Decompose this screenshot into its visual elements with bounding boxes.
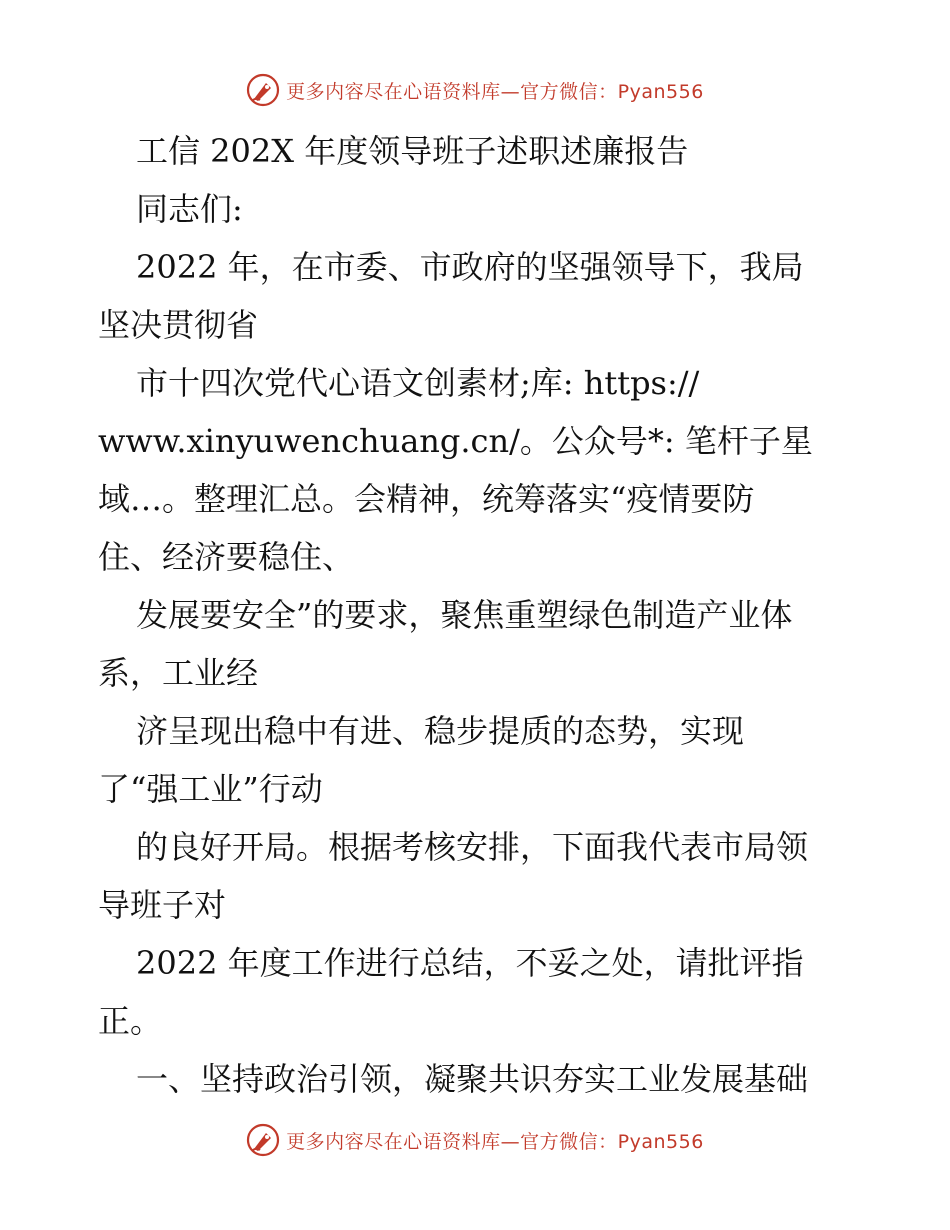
document-title: 工信 202X 年度领导班子述职述廉报告 [136, 132, 689, 170]
paragraph-line: 坚决贯彻省 [98, 306, 259, 344]
paragraph-line: www.xinyuwenchuang.cn/。公众号*: 笔杆子星 [98, 422, 813, 460]
document-body [98, 122, 858, 1108]
paragraph-line: 系，工业经 [98, 654, 259, 692]
paragraph-line: 的良好开局。根据考核安排，下面我代表市局领 [136, 828, 809, 866]
paragraph-line: 2022 年，在市委、市政府的坚强领导下，我局 [136, 248, 804, 286]
watermark-text: 更多内容尽在心语资料库—官方微信：Pyan556 [286, 80, 704, 103]
pen-nib-seal-icon [246, 73, 280, 107]
pen-nib-seal-icon [246, 1123, 280, 1157]
section-heading: 一、坚持政治引领，凝聚共识夯实工业发展基础 [136, 1060, 809, 1098]
paragraph-line: 住、经济要稳住、 [98, 538, 355, 576]
watermark-text: 更多内容尽在心语资料库—官方微信：Pyan556 [286, 1130, 704, 1153]
paragraph-line: 域…。整理汇总。会精神，统筹落实“疫情要防 [98, 480, 755, 518]
paragraph-line: 发展要安全”的要求，聚焦重塑绿色制造产业体 [136, 596, 793, 634]
salutation: 同志们: [136, 190, 243, 228]
paragraph-line: 了“强工业”行动 [98, 770, 323, 808]
paragraph-line: 导班子对 [98, 886, 227, 924]
paragraph-line: 济呈现出稳中有进、稳步提质的态势，实现 [136, 712, 745, 750]
paragraph-line: 正。 [98, 1002, 163, 1040]
watermark-header [0, 70, 950, 110]
watermark-footer [0, 1120, 950, 1160]
paragraph-line: 2022 年度工作进行总结，不妥之处，请批评指 [136, 944, 804, 982]
paragraph-line: 市十四次党代心语文创素材;库: https:// [136, 364, 700, 402]
